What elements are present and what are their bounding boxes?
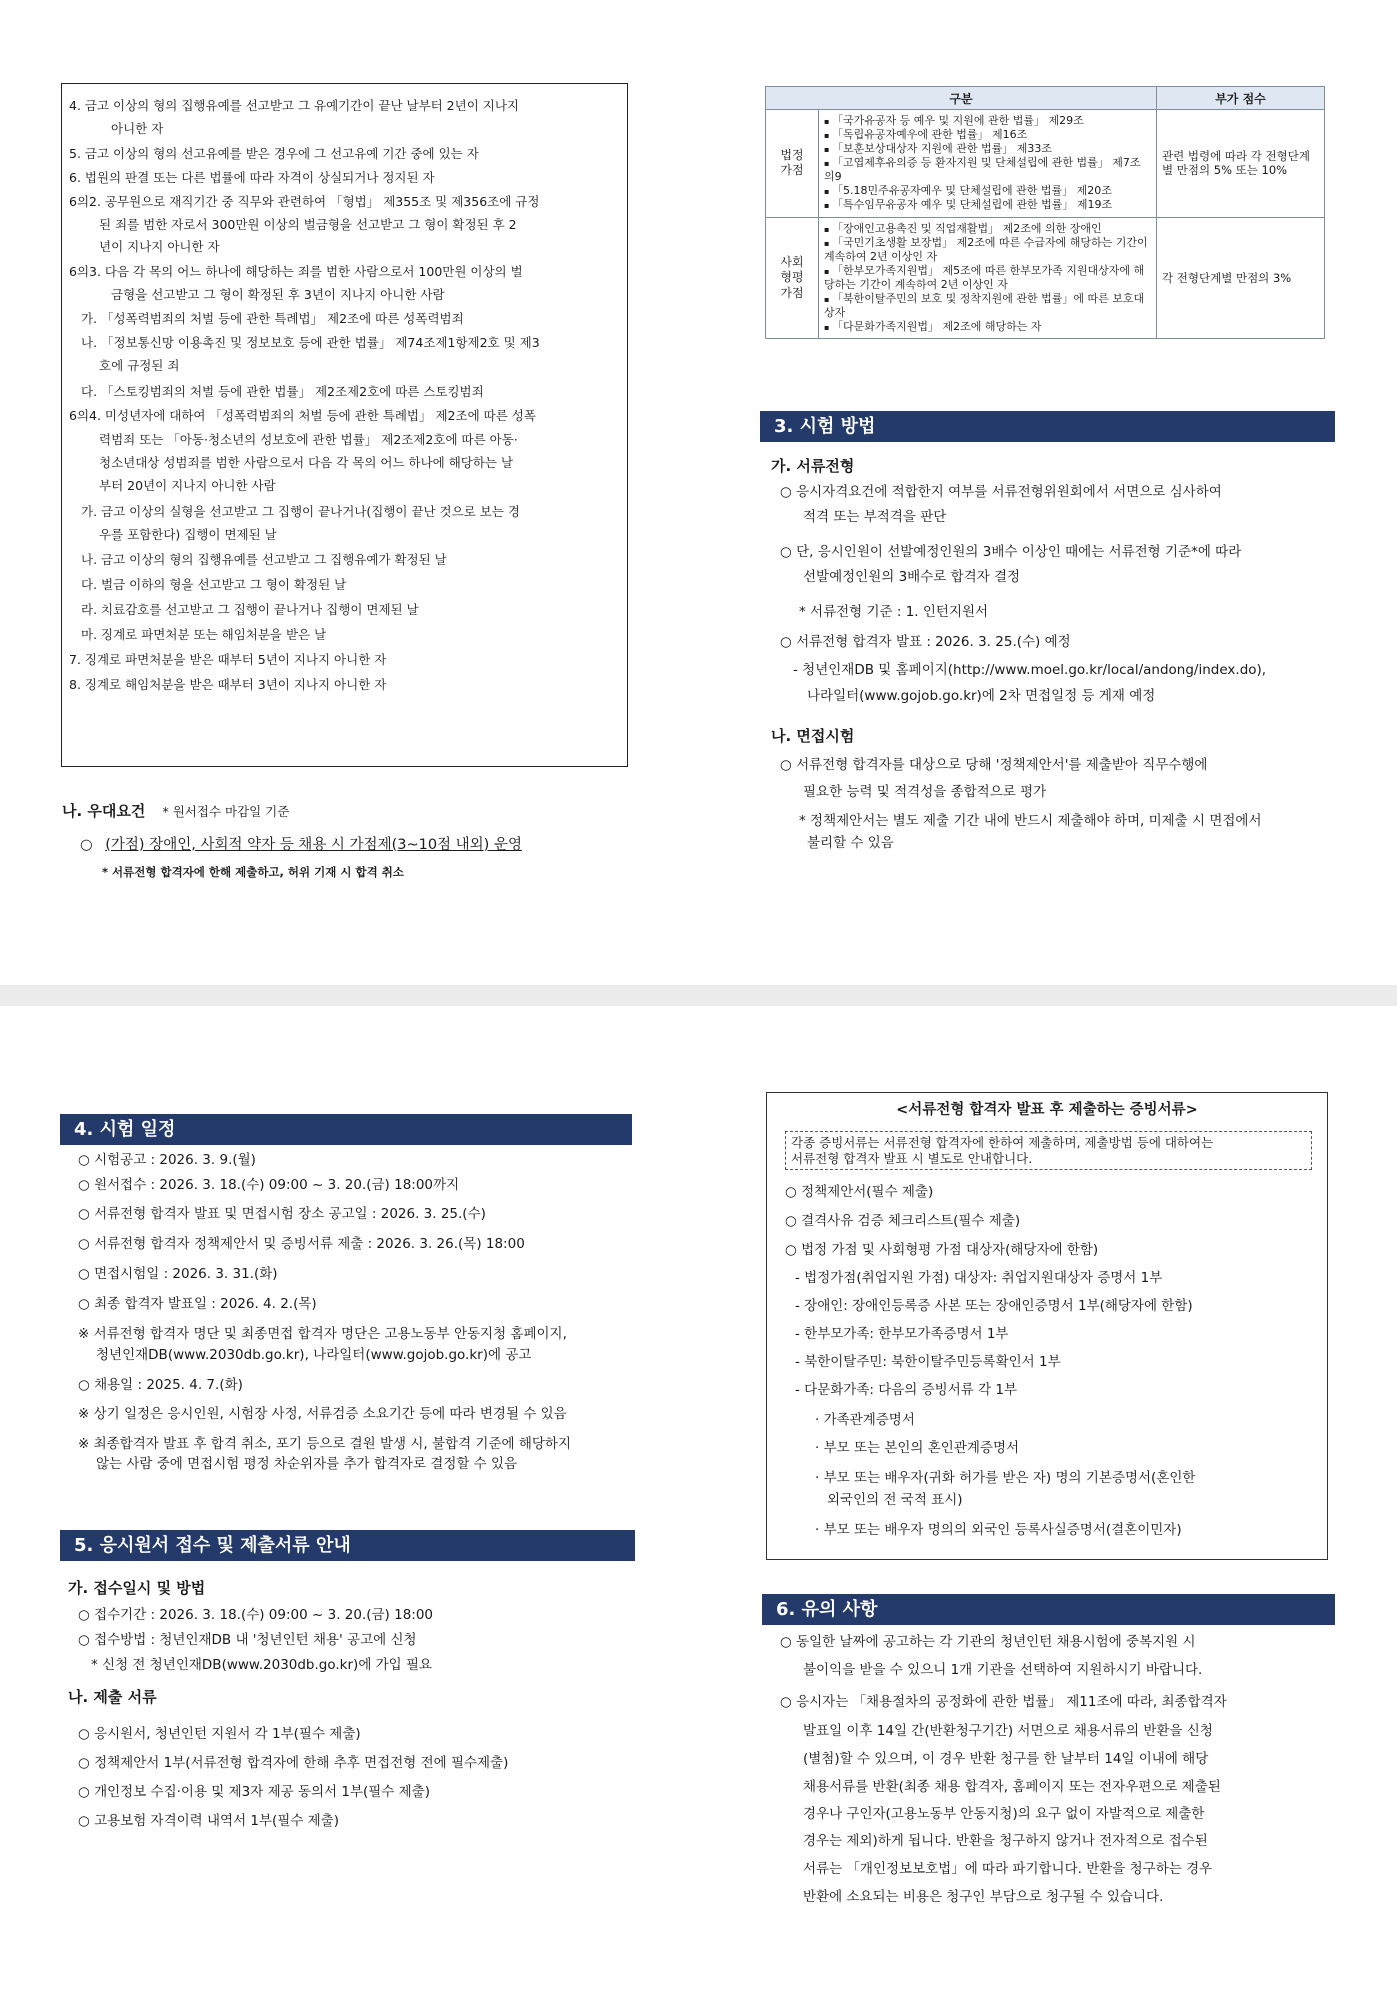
- disqualification-line: 가. 금고 이상의 실형을 선고받고 그 집행이 끝나거나(집행이 끝난 것으로 보는 경: [81, 504, 520, 519]
- docs-item: ○ 정책제안서(필수 제출): [785, 1184, 934, 1201]
- bonus-item-text: 「장애인고용촉진 및 직업재활법」 제2조에 의한 장애인: [831, 221, 1102, 235]
- schedule-line: ○ 최종 합격자 발표일 : 2026. 4. 2.(목): [78, 1296, 317, 1312]
- bullet-mark: ▪: [824, 238, 832, 248]
- bonus-item-text: 「고엽제후유의증 등 환자지원 및 단체설립에 관한 법률」 제7조의9: [824, 156, 1141, 184]
- bonus-item: [824, 184, 1151, 198]
- section-5-header: 5. 응시원서 접수 및 제출서류 안내: [60, 1530, 635, 1561]
- schedule-line: ○ 시험공고 : 2026. 3. 9.(월): [78, 1152, 256, 1168]
- preference-item: [80, 836, 522, 854]
- disqualification-line: 년이 지나지 아니한 자: [99, 239, 220, 254]
- docs-item: · 부모 또는 배우자 명의의 외국인 등록사실증명서(결혼이민자): [815, 1522, 1182, 1539]
- schedule-line: ○ 면접시험일 : 2026. 3. 31.(화): [78, 1266, 278, 1282]
- preference-text: (가점) 장애인, 사회적 약자 등 채용 시 가점제(3~10점 내외) 운영: [105, 837, 522, 853]
- notice-line: 반환에 소요되는 비용은 청구인 부담으로 청구될 수 있습니다.: [803, 1889, 1164, 1905]
- docs-item: - 다문화가족: 다음의 증빙서류 각 1부: [795, 1382, 1018, 1399]
- disqualification-line: 6의4. 미성년자에 대하여 「성폭력범죄의 처벌 등에 관한 특례법」 제2조에 따른 성폭: [69, 408, 536, 423]
- bonus-item-text: 「국민기초생활 보장법」 제2조에 따른 수급자에 해당하는 기간이 계속하여 2년 이상인 자: [824, 235, 1148, 263]
- disqualification-line: 호에 규정된 죄: [99, 358, 180, 373]
- section-3b-line: 필요한 능력 및 적격성을 종합적으로 평가: [803, 784, 1047, 800]
- section-3b-title: 나. 면접시험: [771, 727, 855, 745]
- disqualification-line: 마. 징계로 파면처분 또는 해임처분을 받은 날: [81, 627, 327, 642]
- disqualification-line: 부터 20년이 지나지 아니한 사람: [99, 478, 276, 493]
- schedule-line: ○ 서류전형 합격자 발표 및 면접시험 장소 공고일 : 2026. 3. 25.(수): [78, 1206, 486, 1222]
- bonus-item: [824, 114, 1151, 128]
- schedule-line: 청년인재DB(www.2030db.go.kr), 나라일터(www.gojob.go.kr)에 공고: [96, 1347, 532, 1363]
- docs-item: · 부모 또는 본인의 혼인관계증명서: [815, 1440, 1020, 1457]
- section-3b-line: * 정책제안서는 별도 제출 기간 내에 반드시 제출해야 하며, 미제출 시 면접에서: [799, 813, 1262, 829]
- disqualification-line: 7. 징계로 파면처분을 받은 때부터 5년이 지나지 아니한 자: [69, 652, 387, 667]
- docs-item: 외국인의 전 국적 표시): [827, 1492, 963, 1509]
- section-5a-title: 가. 접수일시 및 방법: [68, 1579, 206, 1597]
- notice-line: ○ 동일한 날짜에 공고하는 각 기관의 청년인턴 채용시험에 중복지원 시: [780, 1634, 1196, 1650]
- disqualification-line: 6. 법원의 판결 또는 다른 법률에 따라 자격이 상실되거나 정지된 자: [69, 170, 435, 185]
- disqualification-line: 5. 금고 이상의 형의 선고유예를 받은 경우에 그 선고유예 기간 중에 있는 자: [69, 146, 479, 161]
- docs-box-note: [785, 1131, 1312, 1170]
- section-4-header: 4. 시험 일정: [60, 1114, 632, 1145]
- section-6-header: 6. 유의 사항: [762, 1594, 1335, 1625]
- section-3a-line: ○ 서류전형 합격자 발표 : 2026. 3. 25.(수) 예정: [780, 634, 1071, 650]
- bonus-category-word: 가점: [780, 163, 804, 178]
- bullet-mark: ▪: [824, 187, 832, 197]
- bonus-category-word: 가점: [780, 285, 804, 300]
- bullet-mark: ▪: [824, 323, 832, 333]
- docs-item: ○ 법정 가점 및 사회형평 가점 대상자(해당자에 한함): [785, 1242, 1099, 1259]
- bonus-item: [824, 236, 1151, 264]
- bonus-item-text: 「특수임무유공자 예우 및 단체설립에 관한 법률」 제19조: [831, 198, 1113, 212]
- bonus-category-word: 사회: [780, 254, 804, 269]
- bullet-mark: ▪: [824, 131, 832, 141]
- bonus-header-score: 부가 점수: [1157, 87, 1325, 110]
- section-3a-line: ○ 단, 응시인원이 선발예정인원의 3배수 이상인 때에는 서류전형 기준*에 따라: [780, 544, 1242, 560]
- disqualification-line: 6의3. 다음 각 목의 어느 하나에 해당하는 죄를 범한 사람으로서 100만원 이상의 벌: [69, 264, 523, 279]
- section-3a-title: 가. 서류전형: [771, 457, 855, 475]
- bonus-score: 각 전형단계별 만점의 3%: [1157, 217, 1325, 339]
- bonus-item: [824, 142, 1151, 156]
- docs-item: - 장애인: 장애인등록증 사본 또는 장애인증명서 1부(해당자에 한함): [795, 1298, 1193, 1315]
- disqualification-line: 다. 「스토킹범죄의 처벌 등에 관한 법률」 제2조제2호에 따른 스토킹범죄: [81, 384, 484, 399]
- bullet-mark: ▪: [824, 117, 832, 126]
- bonus-row: [766, 217, 1325, 339]
- application-line: ○ 접수방법 : 청년인재DB 내 '청년인턴 채용' 공고에 신청: [78, 1632, 417, 1648]
- bonus-header-category: 구분: [766, 87, 1157, 110]
- section-3b-line: ○ 서류전형 합격자를 대상으로 당해 '정책제안서'를 제출받아 직무수행에: [780, 757, 1208, 773]
- docs-item: - 북한이탈주민: 북한이탈주민등록확인서 1부: [795, 1354, 1061, 1371]
- submission-line: ○ 개인정보 수집·이용 및 제3자 제공 동의서 1부(필수 제출): [78, 1784, 430, 1800]
- notice-line: 서류는 「개인정보보호법」에 따라 파기합니다. 반환을 청구하는 경우: [803, 1861, 1213, 1877]
- notice-line: 경우나 구인자(고용노동부 안동지청)의 요구 없이 자발적으로 제출한: [803, 1806, 1205, 1822]
- application-line: * 신청 전 청년인재DB(www.2030db.go.kr)에 가입 필요: [91, 1657, 433, 1673]
- schedule-line: ※ 최종합격자 발표 후 합격 취소, 포기 등으로 결원 발생 시, 불합격 기준에 해당하지: [78, 1436, 571, 1452]
- bonus-category-word: 법정: [780, 147, 804, 162]
- disqualification-line: 4. 금고 이상의 형의 집행유예를 선고받고 그 유예기간이 끝난 날부터 2년이 지나지: [69, 98, 519, 113]
- bullet-mark: ▪: [824, 145, 832, 155]
- bonus-score: 관련 법령에 따라 각 전형단계별 만점의 5% 또는 10%: [1157, 110, 1325, 218]
- section-3a-line: 나라일터(www.gojob.go.kr)에 2차 면접일정 등 게재 예정: [807, 688, 1156, 704]
- disqualification-line: 나. 금고 이상의 형의 집행유예를 선고받고 그 집행유예가 확정된 날: [81, 552, 447, 567]
- bonus-item: [824, 128, 1151, 142]
- section-3b-line: 불리할 수 있음: [807, 835, 894, 851]
- disqualification-line: 청소년대상 성범죄를 범한 사람으로서 다음 각 목의 어느 하나에 해당하는 날: [99, 455, 514, 470]
- submission-line: ○ 정책제안서 1부(서류전형 합격자에 한해 추후 면접전형 전에 필수제출): [78, 1755, 509, 1771]
- docs-item: - 한부모가족: 한부모가족증명서 1부: [795, 1326, 1009, 1343]
- bonus-item: [824, 222, 1151, 236]
- disqualification-line: 라. 치료감호를 선고받고 그 집행이 끝나거나 집행이 면제된 날: [81, 602, 419, 617]
- bullet-mark: ▪: [824, 294, 832, 304]
- disqualification-line: 금형을 선고받고 그 형이 확정된 후 3년이 지나지 아니한 사람: [111, 287, 445, 302]
- bonus-items: [819, 110, 1157, 218]
- bonus-table: [765, 86, 1325, 339]
- docs-item: - 법정가점(취업지원 가점) 대상자: 취업지원대상자 증명서 1부: [795, 1270, 1163, 1287]
- preference-note: * 원서접수 마감일 기준: [162, 804, 290, 819]
- docs-item: · 부모 또는 배우자(귀화 허가를 받은 자) 명의 기본증명서(혼인한: [815, 1470, 1196, 1487]
- bonus-category: [766, 217, 819, 339]
- bonus-item-text: 「한부모가족지원법」 제5조에 따른 한부모가족 지원대상자에 해당하는 기간이 계속하여 2년 이상인 자: [824, 263, 1145, 291]
- section-3a-line: 선발예정인원의 3배수로 합격자 결정: [803, 569, 1021, 585]
- bonus-table-wrap: [765, 86, 1325, 339]
- notice-line: ○ 응시자는 「채용절차의 공정화에 관한 법률」 제11조에 따라, 최종합격자: [780, 1694, 1227, 1710]
- bullet-mark: ▪: [824, 159, 832, 169]
- disqualification-line: 8. 징계로 해임처분을 받은 때부터 3년이 지나지 아니한 자: [69, 677, 387, 692]
- bonus-item: [824, 198, 1151, 212]
- docs-note-line-2: 서류전형 합격자 발표 시 별도로 안내합니다.: [791, 1150, 1033, 1166]
- schedule-line: ※ 상기 일정은 응시인원, 시험장 사정, 서류검증 소요기간 등에 따라 변경될 수 있음: [78, 1406, 567, 1422]
- schedule-line: ○ 채용일 : 2025. 4. 7.(화): [78, 1377, 243, 1393]
- notice-line: 발표일 이후 14일 간(반환청구기간) 서면으로 채용서류의 반환을 신청: [803, 1723, 1213, 1739]
- bonus-item-text: 「다문화가족지원법」 제2조에 해당하는 자: [831, 320, 1042, 334]
- section-3a-line: ○ 응시자격요건에 적합한지 여부를 서류전형위원회에서 서면으로 심사하여: [780, 484, 1222, 500]
- section-3-header: 3. 시험 방법: [760, 411, 1335, 442]
- docs-box-title: <서류전형 합격자 발표 후 제출하는 증빙서류>: [896, 1102, 1198, 1118]
- disqualification-line: 력범죄 또는 「아동·청소년의 성보호에 관한 법률」 제2조제2호에 따른 아동·: [99, 432, 518, 447]
- docs-item: ○ 결격사유 검증 체크리스트(필수 제출): [785, 1213, 1021, 1230]
- disqualification-line: 아니한 자: [111, 121, 164, 136]
- preference-footnote: * 서류전형 합격자에 한해 제출하고, 허위 기재 시 합격 취소: [102, 865, 404, 879]
- disqualification-line: 6의2. 공무원으로 재직기간 중 직무와 관련하여 「형법」 제355조 및 제356조에 규정: [69, 194, 540, 209]
- disqualification-line: 된 죄를 범한 자로서 300만원 이상의 벌금형을 선고받고 그 형이 확정된 후 2: [99, 217, 517, 232]
- schedule-line: 않는 사람 중에 면접시험 평정 차순위자를 추가 합격자로 결정할 수 있음: [96, 1456, 518, 1472]
- notice-line: 채용서류를 반환(최종 채용 합격자, 홈페이지 또는 전자우편으로 제출된: [803, 1779, 1221, 1795]
- notice-line: (별첨)할 수 있으며, 이 경우 반환 청구를 한 날부터 14일 이내에 해당: [803, 1751, 1209, 1767]
- schedule-line: ※ 서류전형 합격자 명단 및 최종면접 합격자 명단은 고용노동부 안동지청 홈페이지,: [78, 1326, 567, 1342]
- notice-line: 불이익을 받을 수 있으니 1개 기관을 선택하여 지원하시기 바랍니다.: [803, 1662, 1203, 1678]
- bonus-item: [824, 264, 1151, 292]
- bonus-category: [766, 110, 819, 218]
- bonus-category-word: 형평: [780, 270, 804, 285]
- section-3a-line: 적격 또는 부적격을 판단: [803, 509, 947, 525]
- bullet-mark: ▪: [824, 266, 832, 276]
- notice-line: 경우는 제외)하게 됩니다. 반환을 청구하지 않거나 전자적으로 접수된: [803, 1833, 1208, 1849]
- docs-box: [766, 1092, 1328, 1560]
- disqualification-line: 다. 벌금 이하의 형을 선고받고 그 형이 확정된 날: [81, 577, 347, 592]
- submission-line: ○ 고용보험 자격이력 내역서 1부(필수 제출): [78, 1813, 340, 1829]
- bullet-mark: ▪: [824, 201, 832, 211]
- bonus-item: [824, 320, 1151, 334]
- bonus-items: [819, 217, 1157, 339]
- preference-bullet: ○: [80, 837, 93, 853]
- bonus-item: [824, 292, 1151, 320]
- page-1: [0, 0, 1397, 985]
- schedule-line: ○ 원서접수 : 2026. 3. 18.(수) 09:00 ~ 3. 20.(금) 18:00까지: [78, 1177, 460, 1193]
- submission-line: ○ 응시원서, 청년인턴 지원서 각 1부(필수 제출): [78, 1726, 361, 1742]
- schedule-line: ○ 서류전형 합격자 정책제안서 및 증빙서류 제출 : 2026. 3. 26.(목) 18:00: [78, 1236, 525, 1252]
- section-3a-line: * 서류전형 기준 : 1. 인턴지원서: [799, 604, 989, 620]
- bonus-item-text: 「5.18민주유공자예우 및 단체설립에 관한 법률」 제20조: [831, 184, 1112, 198]
- disqualification-line: 가. 「성폭력범죄의 처벌 등에 관한 특례법」 제2조에 따른 성폭력범죄: [81, 311, 464, 326]
- bonus-item: [824, 156, 1151, 184]
- page-2: [0, 1006, 1397, 1999]
- bonus-item-text: 「북한이탈주민의 보호 및 정착지원에 관한 법률」에 따른 보호대상자: [824, 291, 1145, 320]
- bullet-mark: ▪: [824, 224, 832, 234]
- disqualification-line: 우를 포함한다) 집행이 면제된 날: [99, 527, 277, 542]
- bonus-item-text: 「보훈보상대상자 지원에 관한 법률」 제33조: [831, 142, 1052, 156]
- disqualification-box: [61, 83, 628, 767]
- bonus-item-text: 「국가유공자 등 예우 및 지원에 관한 법률」 제29조: [831, 114, 1084, 127]
- section-3a-line: - 청년인재DB 및 홈페이지(http://www.moel.go.kr/local/andong/index.do),: [793, 662, 1267, 678]
- disqualification-line: 나. 「정보통신망 이용촉진 및 정보보호 등에 관한 법률」 제74조제1항제2호 및 제3: [81, 335, 540, 350]
- docs-note-line-1: 각종 증빙서류는 서류전형 합격자에 한하여 제출하며, 제출방법 등에 대하여는: [791, 1135, 1214, 1151]
- section-5b-title: 나. 제출 서류: [68, 1688, 157, 1706]
- application-line: ○ 접수기간 : 2026. 3. 18.(수) 09:00 ~ 3. 20.(금) 18:00: [78, 1607, 434, 1623]
- preference-title: 나. 우대요건: [62, 802, 146, 820]
- bonus-item-text: 「독립유공자예우에 관한 법률」 제16조: [831, 128, 1028, 142]
- bonus-row: [766, 110, 1325, 218]
- preference-heading: [62, 801, 289, 821]
- docs-item: · 가족관계증명서: [815, 1412, 915, 1429]
